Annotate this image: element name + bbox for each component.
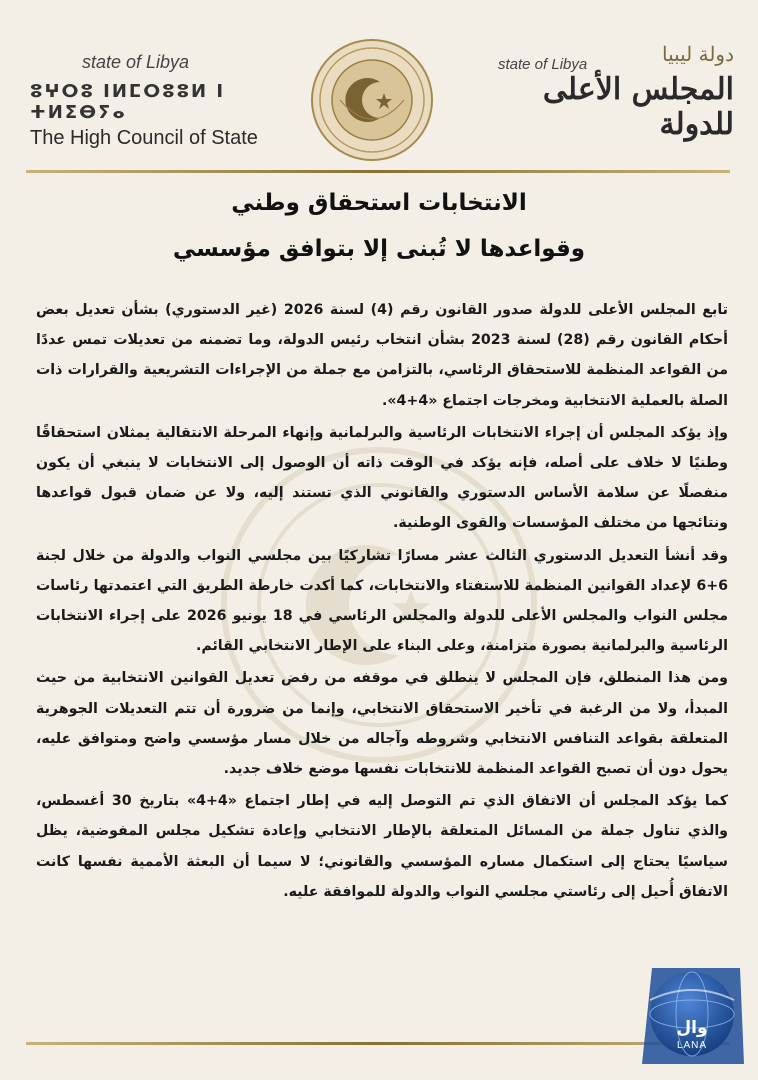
footer-divider	[26, 1042, 730, 1045]
paragraph: ومن هذا المنطلق، فإن المجلس لا ينطلق في موقفه من رفض تعديل القوانين الانتخابية من حيث المبدأ، ولا من الرغبة في تأخير الاستحقاق الانتخابي، وإنما من ضرورة أن تتم التعديلات الجوهرية المتعلقة بقواعد التنافس الانتخابي وشروطه وآجاله من خلال مسار مؤسسي واضح ومتوافق عليه، يحول دون أن تصبح القواعد المنظمة للانتخابات نفسها موضع خلاف جديد.	[36, 670, 728, 778]
header-divider	[26, 170, 730, 173]
letterhead-left	[30, 52, 280, 150]
state-of-libya-right: state of Libya	[498, 56, 588, 73]
council-emblem-icon	[310, 38, 434, 162]
statement-title-line2: وقواعدها لا تُبنى إلا بتوافق مؤسسي	[172, 236, 586, 262]
lana-logo	[632, 960, 752, 1072]
lana-latin-label: LANA	[676, 1040, 708, 1051]
lana-arabic-label: وال	[676, 1018, 708, 1038]
paragraph: وقد أنشأ التعديل الدستوري الثالث عشر مسارًا تشاركيًا بين مجلسي النواب والدولة من خلال لجنة 6+6 لإعداد القوانين المنظمة للاستفتاء والانتخابات، كما أكدت خارطة الطريق التي اعتمدتها رئاسات مجلس النواب والمجلس الأعلى للدولة والمجلس الرئاسي في 18 يونيو 2026 على إجراء الانتخابات الرئاسية والبرلمانية بصورة متزامنة، وعلى البناء على الإطار الانتخابي القائم.	[36, 547, 728, 655]
globe-icon	[632, 960, 752, 1072]
statement-body	[36, 295, 728, 909]
state-of-libya-left: state of Libya	[82, 52, 190, 72]
state-of-libya-arabic: دولة ليبيا	[661, 42, 734, 66]
council-name-arabic: المجلس الأعلى للدولة	[542, 72, 734, 142]
paragraph: كما يؤكد المجلس أن الاتفاق الذي تم التوصل إليه في إطار اجتماع «4+4» بتاريخ 30 أغسطس، والذي تناول جملة من المسائل المتعلقة بالإطار الانتخابي وإعادة تشكيل مجلس المفوضية، يظل سياسيًا يحتاج إلى استكمال مساره المؤسسي والقانوني؛ لا سيما أن البعثة الأممية نفسها كانت الاتفاق أُحيل إلى رئاستي مجلسي النواب والدولة للموافقة عليه.	[36, 793, 728, 900]
council-name-english: The High Council of State	[30, 127, 258, 149]
statement-title-line1: الانتخابات استحقاق وطني	[231, 190, 527, 216]
tifinagh-name: ⵓⵖⵔⵓ ⵏⵍⵎⵔⵓⵓⵍ ⵏ ⵜⵍⵉⴱⵢⴰ	[30, 81, 226, 123]
paragraph: وإذ يؤكد المجلس أن إجراء الانتخابات الرئاسية والبرلمانية وإنهاء المرحلة الانتقالية يمثلان استحقاقًا وطنيًا لا خلاف على أصله، فإنه يؤكد في الوقت ذاته أن الوصول إلى الانتخابات لا ينبغي أن يكون منفصلًا عن سلامة الأساس الدستوري والقانوني الذي تستند إليه، ولا عن ضمان قبول قواعدها ونتائجها من مختلف المؤسسات والقوى الوطنية.	[36, 424, 728, 532]
paragraph: تابع المجلس الأعلى للدولة صدور القانون رقم (4) لسنة 2026 (غير الدستوري) بشأن تعديل بعض أحكام القانون رقم (28) لسنة 2023 بشأن انتخاب رئيس الدولة، وما تضمنه من تعديلات تمس عددًا من القواعد المنظمة للاستحقاق الرئاسي، بالتزامن مع جملة من الإجراءات التشريعية والقرارات ذات الصلة بالعملية الانتخابية ومخرجات اجتماع «4+4».	[36, 302, 728, 409]
letterhead-right	[494, 42, 734, 142]
